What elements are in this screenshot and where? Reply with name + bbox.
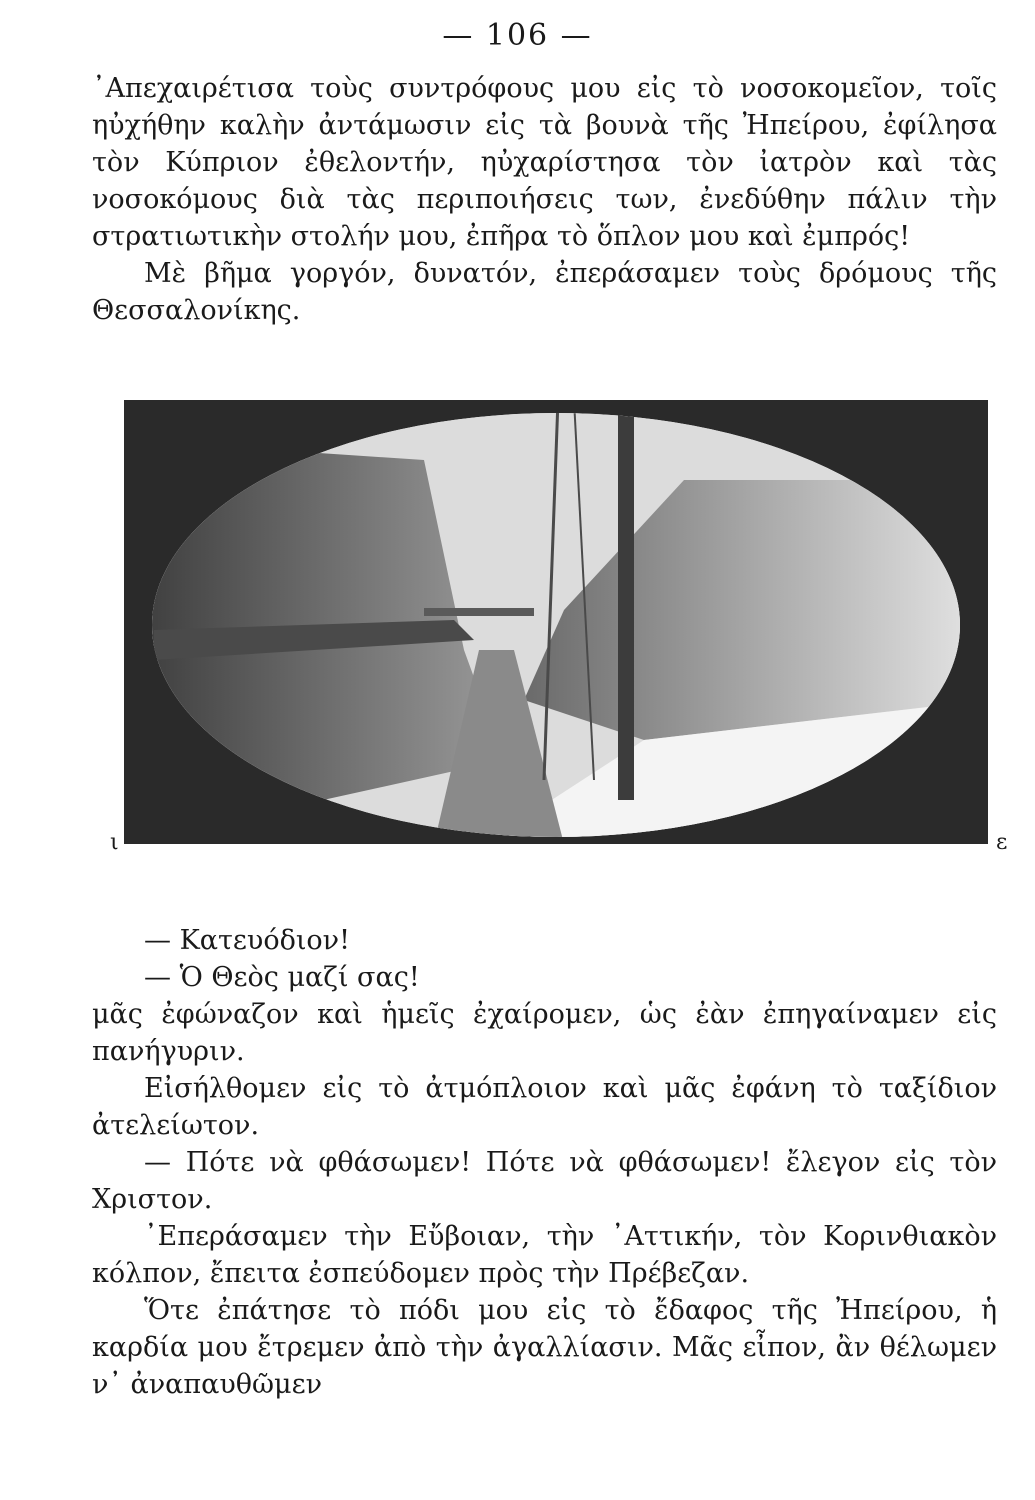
paragraph-festival: μᾶς ἐφώναζον καὶ ἡμεῖς ἐχαίρομεν, ὡς ἐὰν ἐπηγαίναμεν εἰς πανήγυριν.	[92, 999, 997, 1067]
ship-mast	[618, 400, 634, 800]
left-margin-mark: ι	[110, 830, 119, 855]
page-number: — 106 —	[442, 18, 593, 53]
right-margin-mark: ε	[996, 830, 1008, 855]
paragraph-thessaloniki: Μὲ βῆμα γοργόν, δυνατόν, ἐπεράσαμεν τοὺς δρόμους τῆς Θεσσαλονίκης.	[92, 258, 997, 326]
ship-photograph	[124, 400, 988, 844]
paragraph-voyage: ᾿Επεράσαμεν τὴν Εὔβοιαν, τὴν ᾿Αττικήν, τὸν Κορινθιακὸν κόλπον, ἔπειτα ἐσπεύδομεν πρὸς τὴν Πρέβεζαν.	[92, 1221, 997, 1289]
dialogue-when-arrive: — Πότε νὰ φθάσωμεν! Πότε νὰ φθάσωμεν! ἔλεγον εἰς τὸν Χριστον.	[92, 1147, 997, 1215]
paragraph-steamship: Εἰσήλθομεν εἰς τὸ ἀτμόπλοιον καὶ μᾶς ἐφάνη τὸ ταξίδιον ἀτελείωτον.	[92, 1073, 997, 1141]
distant-bridge	[424, 608, 534, 616]
dialogue-god-with-you: — Ὁ Θεὸς μαζί σας!	[144, 962, 420, 993]
top-text-block	[92, 70, 997, 329]
bottom-text-block	[92, 922, 997, 1403]
paragraph-farewell: ᾿Απεχαιρέτισα τοὺς συντρόφους μου εἰς τὸ νοσοκομεῖον, τοῖς ηὐχήθην καλὴν ἀντάμωσιν εἰς τὰ βουνὰ τῆς Ἠπείρου, ἐφίλησα τὸν Κύπριον ἐθελοντήν, ηὐχαρίστησα τὸν ἰατρὸν καὶ τὰς νοσοκόμους διὰ τὰς περιποιήσεις των, ἐνεδύθην πάλιν τὴν στρατιωτικὴν στολήν μου, ἐπῆρα τὸ ὅπλον μου καὶ ἐμπρός!	[92, 73, 997, 252]
dialogue-farewell: — Κατευόδιον!	[144, 925, 350, 956]
ship-deck-illustration	[124, 400, 988, 844]
paragraph-epirus: Ὅτε ἐπάτησε τὸ πόδι μου εἰς τὸ ἔδαφος τῆς Ἠπείρου, ἡ καρδία μου ἔτρεμεν ἀπὸ τὴν ἀγαλλίασιν. Μᾶς εἶπον, ἂν θέλωμεν ν᾿ ἀναπαυθῶμεν	[92, 1295, 997, 1400]
